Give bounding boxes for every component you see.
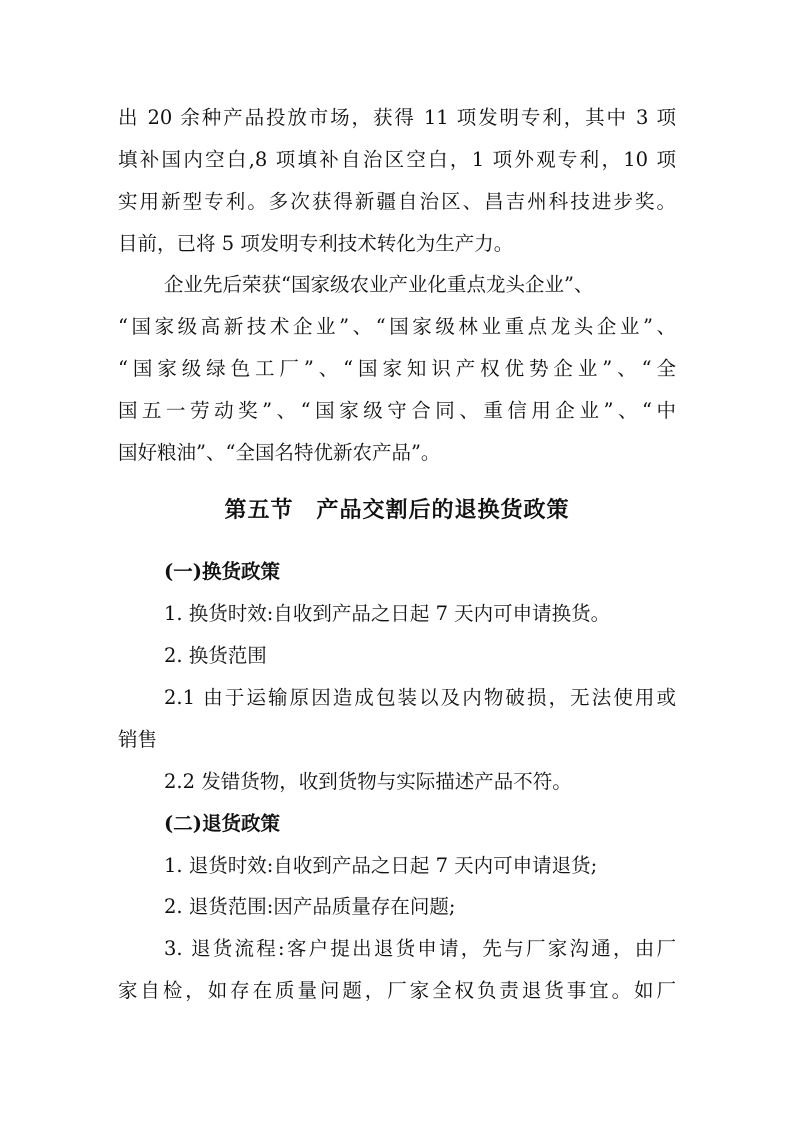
paragraph-line: 企业先后荣获“国家级农业产业化重点龙头企业”、 — [164, 273, 594, 296]
returns-item: 1. 退货时效:自收到产品之日起 7 天内可申请退货; — [164, 854, 598, 877]
paragraph-line: 实用新型专利。多次获得新疆自治区、昌吉州科技进步奖。 — [118, 190, 676, 213]
returns-item: 2. 退货范围:因产品质量存在问题; — [164, 895, 456, 918]
paragraph-line: 目前，已将 5 项发明专利技术转化为生产力。 — [118, 232, 514, 255]
exchange-item: 1. 换货时效:自收到产品之日起 7 天内可申请换货。 — [164, 602, 611, 625]
paragraph-line: 填补国内空白,8 项填补自治区空白，1 项外观专利，10 项 — [118, 148, 676, 171]
paragraph-line: 国好粮油”、“全国名特优新农产品”。 — [118, 441, 441, 464]
section-title: 第五节 产品交割后的退换货政策 — [224, 497, 570, 523]
exchange-heading: (一)换货政策 — [164, 560, 280, 583]
returns-item: 3. 退货流程:客户提出退货申请，先与厂家沟通，由厂 — [164, 937, 676, 960]
returns-heading: (二)退货政策 — [164, 812, 280, 835]
exchange-item: 2.1 由于运输原因造成包装以及内物破损，无法使用或 — [164, 686, 676, 709]
paragraph-line: 国五一劳动奖”、“国家级守合同、重信用企业”、“中 — [118, 399, 676, 422]
exchange-item: 销售 — [118, 728, 158, 751]
returns-item: 家自检，如存在质量问题，厂家全权负责退货事宜。如厂 — [118, 979, 676, 1002]
paragraph-line: “国家级高新技术企业”、“国家级林业重点龙头企业”、 — [118, 315, 676, 338]
paragraph-line: “国家级绿色工厂”、“国家知识产权优势企业”、“全 — [118, 357, 676, 380]
paragraph-line: 出 20 余种产品投放市场，获得 11 项发明专利，其中 3 项 — [118, 106, 676, 129]
exchange-item: 2.2 发错货物，收到货物与实际描述产品不符。 — [164, 770, 572, 793]
exchange-item: 2. 换货范围 — [164, 644, 267, 667]
